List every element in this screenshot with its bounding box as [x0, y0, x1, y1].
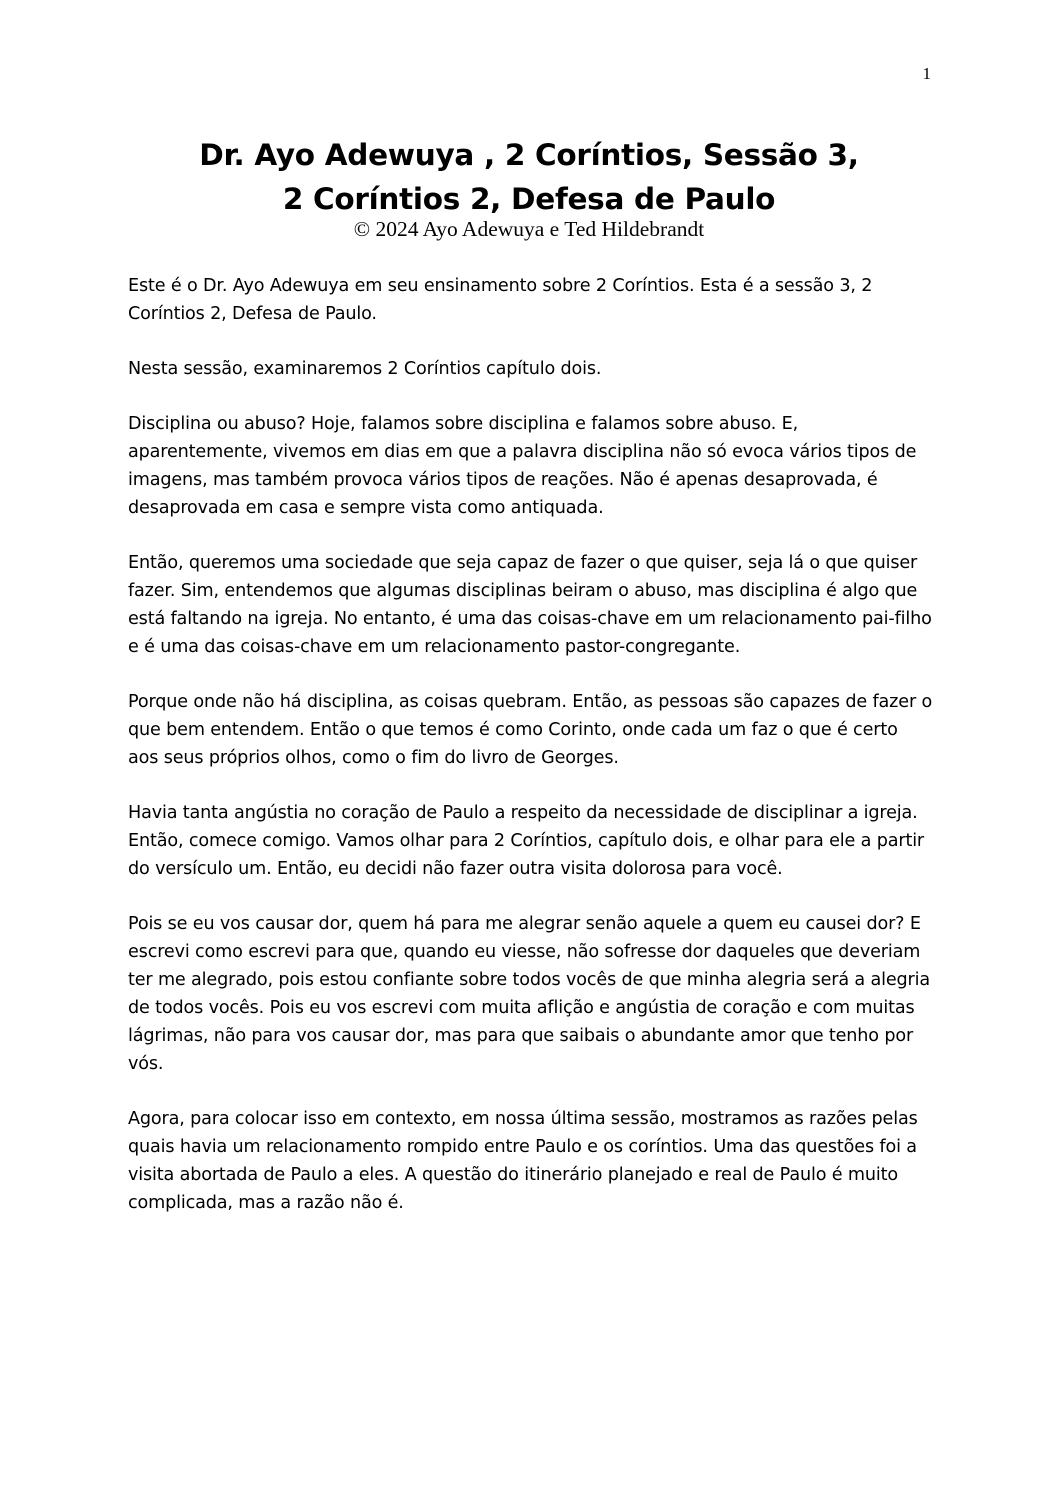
document-title-line-1: Dr. Ayo Adewuya , 2 Coríntios, Sessão 3, [199, 138, 859, 172]
paragraph-6: Havia tanta angústia no coração de Paulo a respeito da necessidade de disciplinar a igreja. Então, comece comigo. Vamos olhar para 2 Coríntios, capítulo dois, e olhar para ele a partir do versículo um. Então, eu decidi não fazer outra visita dolorosa para você. [128, 803, 925, 879]
paragraph-1: Este é o Dr. Ayo Adewuya em seu ensinamento sobre 2 Coríntios. Esta é a sessão 3, 2 Coríntios 2, Defesa de Paulo. [128, 276, 873, 324]
paragraph-8: Agora, para colocar isso em contexto, em nossa última sessão, mostramos as razões pelas quais havia um relacionamento rompido entre Paulo e os coríntios. Uma das questões foi a visita abortada de Paulo a eles. A questão do itinerário planejado e real de Paulo é muito complicada, mas a razão não é. [128, 1109, 918, 1213]
paragraph-7: Pois se eu vos causar dor, quem há para me alegrar senão aquele a quem eu causei dor? E escrevi como escrevi para que, quando eu viesse, não sofresse dor daqueles que deveriam ter me alegrado, pois estou confiante sobre todos vocês de que minha alegria será a alegria de todos vocês. Pois eu vos escrevi com muita aflição e angústia de coração e com muitas lágrimas, não para vos causar dor, mas para que saibais o abundante amor que tenho por vós. [128, 914, 931, 1074]
paragraph-4: Então, queremos uma sociedade que seja capaz de fazer o que quiser, seja lá o que quiser fazer. Sim, entendemos que algumas disciplinas beiram o abuso, mas disciplina é algo que está faltando na igreja. No entanto, é uma das coisas-chave em um relacionamento pai-filho e é uma das coisas-chave em um relacionamento pastor-congregante. [128, 553, 932, 657]
copyright-notice: © 2024 Ayo Adewuya e Ted Hildebrandt [353, 217, 705, 241]
document-header [0, 133, 1058, 242]
document-title-line-2: 2 Coríntios 2, Defesa de Paulo [282, 182, 776, 216]
page-number: 1 [922, 64, 931, 83]
paragraph-5: Porque onde não há disciplina, as coisas quebram. Então, as pessoas são capazes de fazer o que bem entendem. Então o que temos é como Corinto, onde cada um faz o que é certo aos seus próprios olhos, como o fim do livro de Georges. [128, 692, 933, 768]
paragraph-3: Disciplina ou abuso? Hoje, falamos sobre disciplina e falamos sobre abuso. E, aparentemente, vivemos em dias em que a palavra disciplina não só evoca vários tipos de imagens, mas também provoca vários tipos de reações. Não é apenas desaprovada, é desaprovada em casa e sempre vista como antiquada. [128, 414, 917, 518]
document-body [128, 272, 933, 1244]
paragraph-2: Nesta sessão, examinaremos 2 Coríntios capítulo dois. [128, 359, 602, 379]
